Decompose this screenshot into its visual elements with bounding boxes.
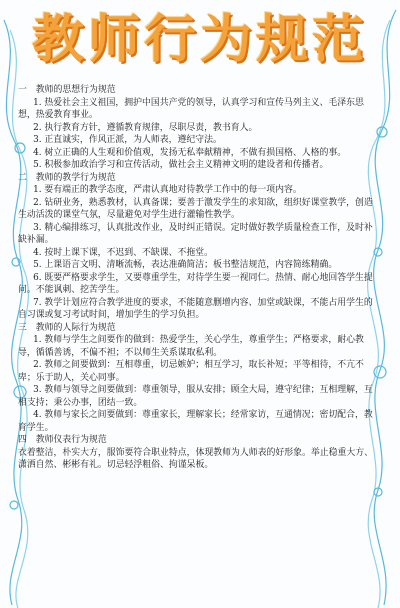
list-item: 衣着整洁，朴实大方，服饰要符合职业特点，体现教师为人师表的好形象。举止稳重大方、潇洒自然、彬彬有礼。切忌轻浮粗俗、拘谨呆板。 bbox=[18, 447, 373, 470]
list-item: 2. 执行教育方针，遵循教育规律，尽职尽责，教书育人。 bbox=[33, 122, 258, 133]
list-item: 1. 要有端正的教学态度，严肃认真地对待教学工作中的每一项内容。 bbox=[33, 185, 302, 195]
list-item: 6. 既要严格要求学生，又要尊重学生，对待学生要一视同仁。热情、耐心地回答学生提问。不能讽刺、挖苦学生。 bbox=[18, 272, 373, 295]
list-item: 3. 正直诚实，作风正派，为人师表，遵纪守法。 bbox=[33, 135, 222, 145]
list-item: 4. 树立正确的人生观和价值观，发扬无私奉献精神，不做有损国格、人格的事。 bbox=[33, 147, 347, 158]
document-body bbox=[18, 84, 376, 472]
list-item: 4. 按时上课下课，不迟到、不缺课、不拖堂。 bbox=[33, 247, 214, 258]
page-title: 教师行为规范 bbox=[31, 10, 368, 70]
list-item: 7. 教学计划应符合教学进度的要求，不能随意删增内容、加堂或缺课，不能占用学生的自习课或复习考试时间，增加学生的学习负担。 bbox=[18, 297, 373, 320]
list-item: 2. 教师之间要做到：互相尊重，切忌嫉妒；相互学习，取长补短；平等相待，不亢不卑；乐于助人，关心同事。 bbox=[18, 360, 364, 383]
list-item: 3. 教师与领导之间要做到：尊重领导，服从安排；顾全大局，遵守纪律；互相理解，互相支持；秉公办事，团结一致。 bbox=[18, 385, 373, 408]
list-item: 2. 钻研业务，熟悉教材，认真备课；要善于激发学生的求知欲，组织好课堂教学，创造生动活泼的课堂气氛，尽量避免对学生进行灌输性教学。 bbox=[18, 197, 373, 220]
list-item: 4. 教师与家长之间要做到：尊重家长，理解家长；经常家访，互通情况；密切配合，教育学生。 bbox=[18, 410, 373, 433]
list-item: 3. 精心编排练习，认真批改作业，及时纠正错误。定时做好教学质量检查工作，及时补缺补漏。 bbox=[18, 222, 373, 245]
section-heading: 三 教师的人际行为规范 bbox=[18, 322, 116, 333]
section-heading: 四 教师仪表行为规范 bbox=[18, 435, 107, 445]
list-item: 1. 热爱社会主义祖国，拥护中国共产党的领导，认真学习和宣传马列主义、毛泽东思想，热爱教育事业。 bbox=[18, 97, 364, 120]
list-item: 5. 积极参加政治学习和宣传活动，做社会主义精神文明的建设者和传播者。 bbox=[33, 160, 329, 170]
section-heading: 二 教师的教学行为规范 bbox=[18, 172, 116, 183]
list-item: 1. 教师与学生之间要作的做到：热爱学生，关心学生，尊重学生；严格要求，耐心教导，循循善诱，不偏不袒；不以师生关系谋取私利。 bbox=[18, 335, 364, 358]
section-heading: 一 教师的思想行为规范 bbox=[18, 85, 116, 95]
list-item: 5. 上课语言文明、清晰流畅，表达准确简洁；板书整洁规范，内容简练精确。 bbox=[33, 260, 338, 270]
